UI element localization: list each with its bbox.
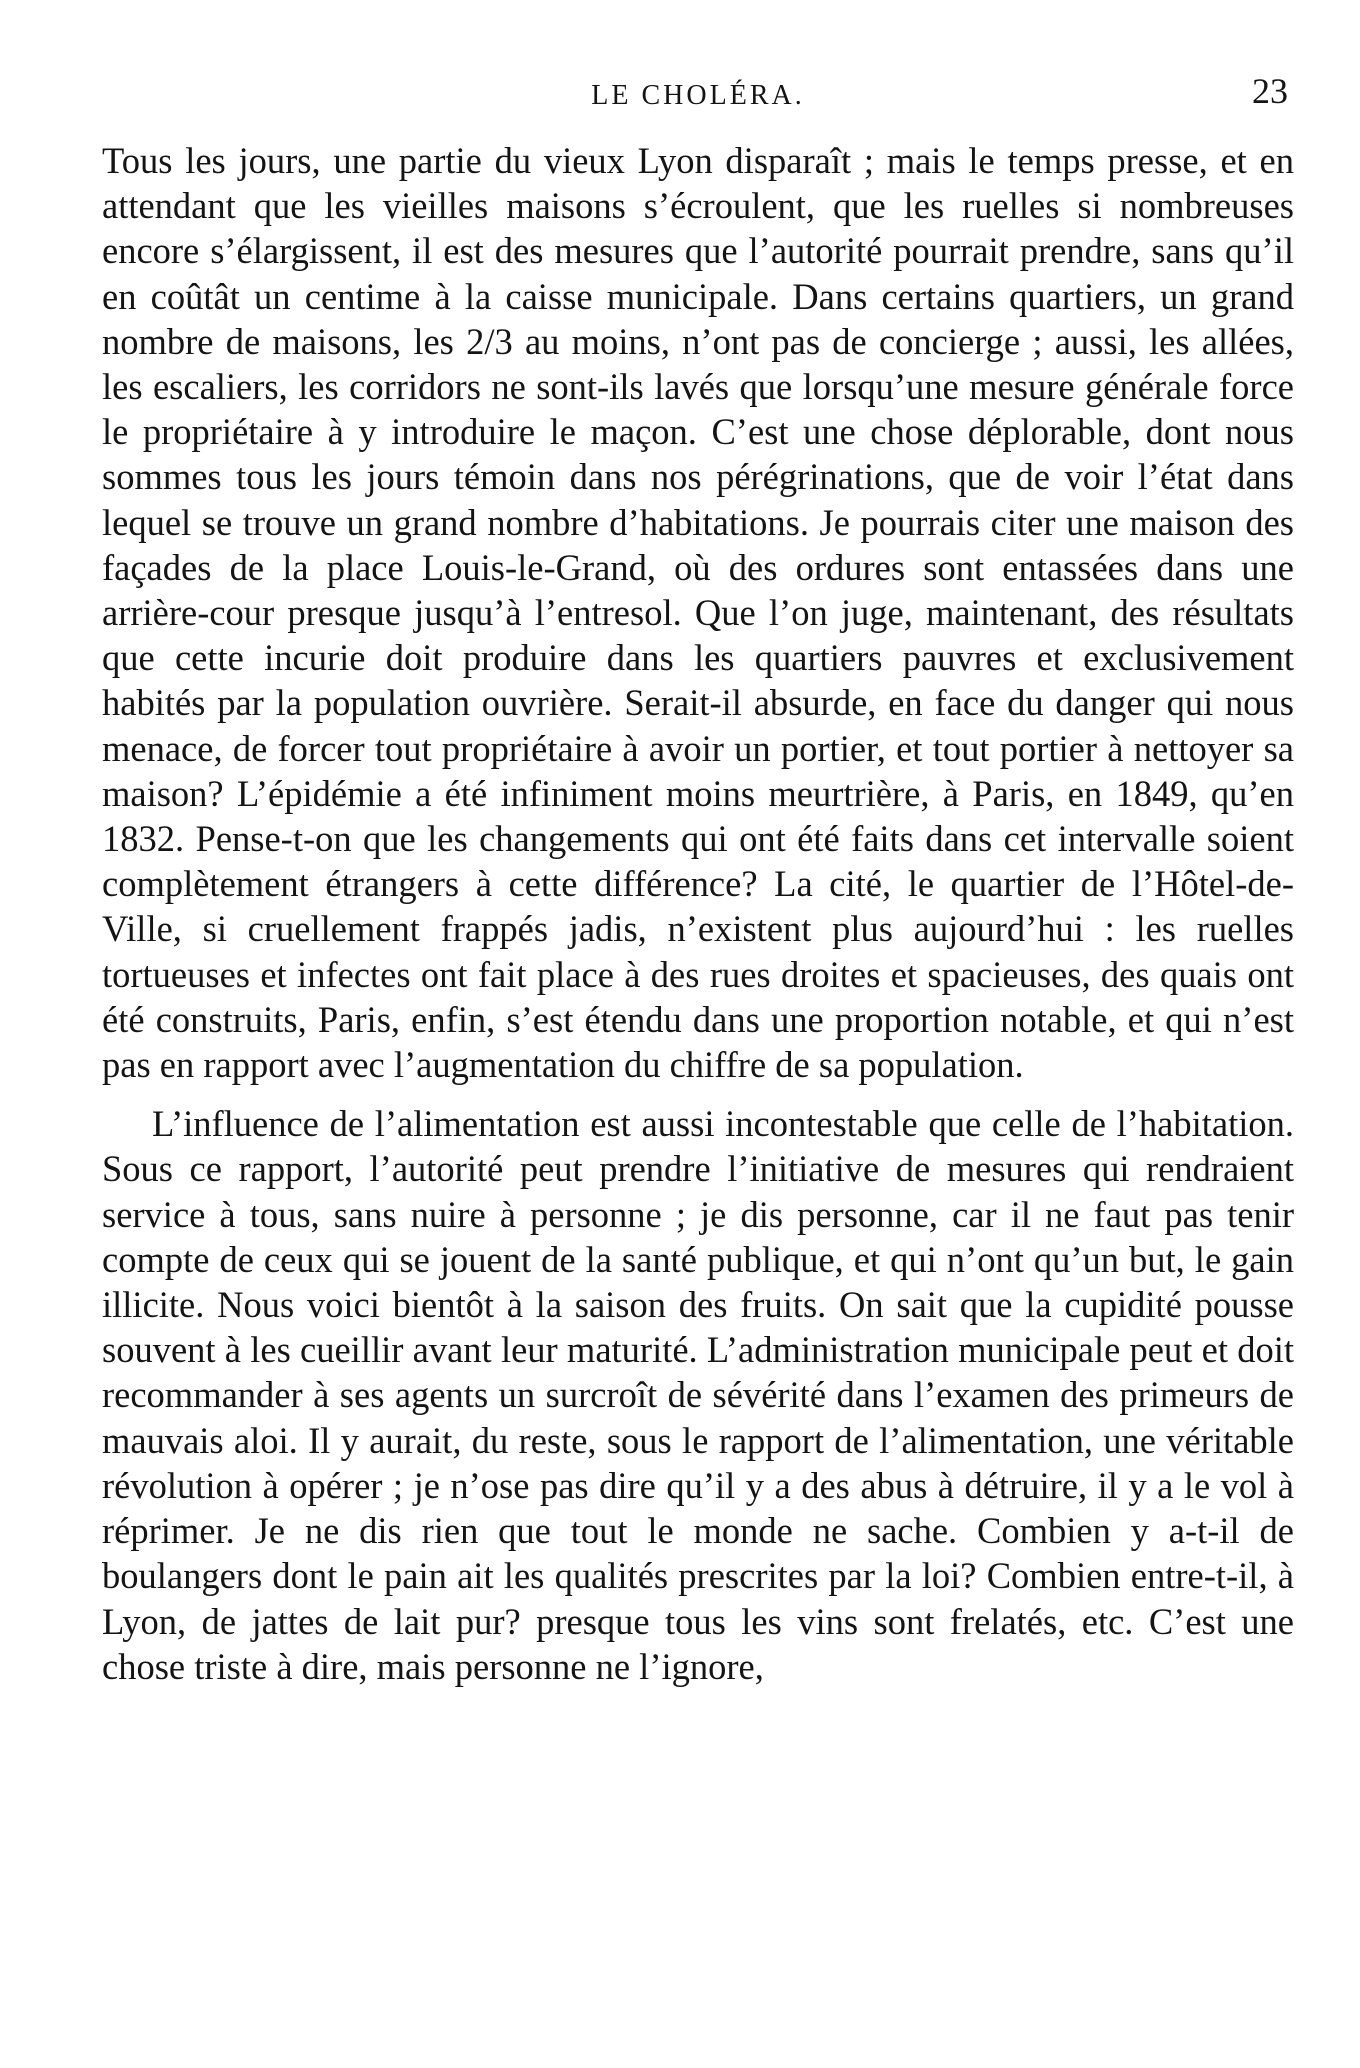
page-number: 23 [1252,71,1288,111]
book-page [102,58,1294,1689]
running-title: LE CHOLÉRA. [591,80,805,111]
body-text [102,138,1294,1689]
running-head [102,58,1294,118]
paragraph-housing: Tous les jours, une partie du vieux Lyon disparaît ; mais le temps presse, et en attendant que les vieilles maisons s’écroulent, que les ruelles si nombreuses encore s’élargissent, il est des mesures que l’autorité pourrait prendre, sans qu’il en coûtât un centime à la caisse municipale. Dans certains quartiers, un grand nombre de maisons, les 2/3 au moins, n’ont pas de concierge ; aussi, les allées, les escaliers, les corridors ne sont-ils lavés que lorsqu’une mesure générale force le propriétaire à y introduire le maçon. C’est une chose déplorable, dont nous sommes tous les jours témoin dans nos pérégrinations, que de voir l’état dans lequel se trouve un grand nombre d’habitations. Je pourrais citer une maison des façades de la place Louis-le-Grand, où des ordures sont entassées dans une arrière-cour presque jusqu’à l’entresol. Que l’on juge, maintenant, des résultats que cette incurie doit produire dans les quartiers pauvres et exclusivement habités par la population ouvrière. Serait-il absurde, en face du danger qui nous menace, de forcer tout propriétaire à avoir un portier, et tout portier à nettoyer sa maison? L’épidémie a été infiniment moins meurtrière, à Paris, en 1849, qu’en 1832. Pense-t-on que les changements qui ont été faits dans cet intervalle soient complètement étrangers à cette différence? La cité, le quartier de l’Hôtel-de-Ville, si cruellement frappés jadis, n’existent plus aujourd’hui : les ruelles tortueuses et infectes ont fait place à des rues droites et spacieuses, des quais ont été construits, Paris, enfin, s’est étendu dans une proportion notable, et qui n’est pas en rapport avec l’augmentation du chiffre de sa population. [102,140,1294,1086]
paragraph-food: L’influence de l’alimentation est aussi incontestable que celle de l’habitation. Sous ce rapport, l’autorité peut prendre l’initiative de mesures qui rendraient service à tous, sans nuire à personne ; je dis personne, car il ne faut pas tenir compte de ceux qui se jouent de la santé publique, et qui n’ont qu’un but, le gain illicite. Nous voici bientôt à la saison des fruits. On sait que la cupidité pousse souvent à les cueillir avant leur maturité. L’administration municipale peut et doit recommander à ses agents un surcroît de sévérité dans l’examen des primeurs de mauvais aloi. Il y aurait, du reste, sous le rapport de l’alimentation, une véritable révolution à opérer ; je n’ose pas dire qu’il y a des abus à détruire, il y a le vol à réprimer. Je ne dis rien que tout le monde ne sache. Combien y a-t-il de boulangers dont le pain ait les qualités prescrites par la loi? Combien entre-t-il, à Lyon, de jattes de lait pur? presque tous les vins sont frelatés, etc. C’est une chose triste à dire, mais personne ne l’ignore, [102,1103,1294,1687]
